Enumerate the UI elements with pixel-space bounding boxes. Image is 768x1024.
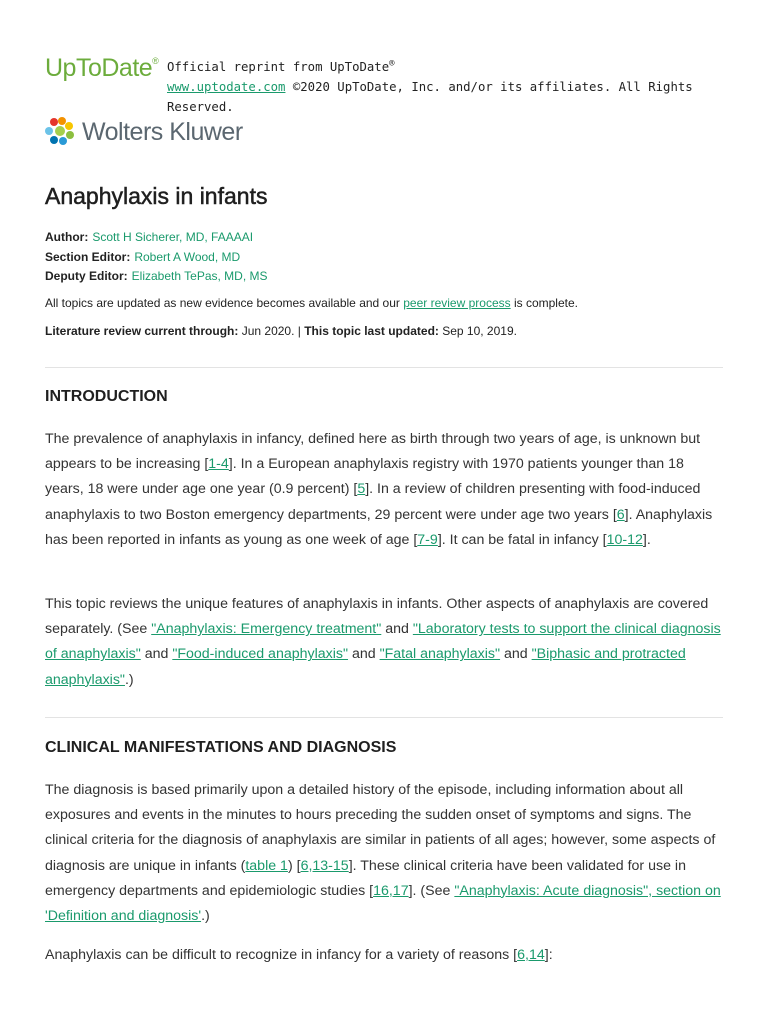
page-title: Anaphylaxis in infants — [45, 183, 268, 209]
topic-link[interactable]: "Food-induced anaphylaxis" — [172, 646, 349, 663]
intro-paragraph-1: The prevalence of anaphylaxis in infancy, defined here as birth through two years of age, is unknown but appears to be increasing [1-4]. In a European anaphylaxis registry with 1970 patients younger than 18 years, 18 were under age one year (0.9 percent) [5]. In a review of children presenting with food-induced anaphylaxis to two Boston emergency departments, 29 percent were under age two years [6]. Anaphylaxis has been reported in infants as young as one week of age [7-9]. It can be fatal in infancy [10-12]. — [45, 431, 713, 548]
topic-link[interactable]: "Anaphylaxis: Acute diagnosis", section on 'Definition and diagnosis' — [45, 882, 721, 925]
deputy-editor-link[interactable]: Elizabeth TePas, MD, MS — [131, 269, 268, 283]
section-heading-introduction: INTRODUCTION — [45, 388, 168, 405]
reference-link[interactable]: 6,14 — [517, 947, 545, 963]
table-link[interactable]: table 1 — [245, 857, 288, 874]
reprint-notice: Official reprint from UpToDate® www.uptodate.com ©2020 UpToDate, Inc. and/or its affiliates. All Rights Reserved. — [167, 59, 693, 115]
publisher-name: Wolters Kluwer — [82, 118, 243, 146]
section-editor-row: Section Editor: Robert A Wood, MD — [45, 249, 241, 264]
copyright-text: ©2020 UpToDate, Inc. and/or its affiliates. All Rights Reserved. — [167, 80, 693, 115]
reference-link[interactable]: 5 — [357, 481, 366, 498]
author-row: Author: Scott H Sicherer, MD, FAAAAI — [45, 230, 254, 244]
uptodate-site-link[interactable]: www.uptodate.com — [167, 80, 286, 95]
reference-link[interactable]: 1-4 — [208, 456, 229, 473]
update-note: All topics are updated as new evidence becomes available and our peer review process is complete. — [45, 296, 578, 310]
reference-link[interactable]: 6 — [616, 506, 625, 523]
uptodate-logo: UpToDate® — [45, 54, 159, 82]
reference-link[interactable]: 10-12 — [606, 531, 643, 548]
reference-link[interactable]: 7-9 — [417, 531, 438, 548]
review-dates: Literature review current through: Jun 2020. | This topic last updated: Sep 10, 2019. — [45, 324, 517, 338]
section-heading-clinical-manifestations: CLINICAL MANIFESTATIONS AND DIAGNOSIS — [45, 739, 397, 756]
reprint-header — [45, 52, 735, 115]
topic-link[interactable]: "Anaphylaxis: Emergency treatment" — [151, 621, 382, 638]
wolters-kluwer-mark-icon — [45, 116, 75, 146]
topic-link[interactable]: "Laboratory tests to support the clinical diagnosis of anaphylaxis" — [45, 621, 721, 663]
divider — [45, 367, 723, 368]
author-link[interactable]: Scott H Sicherer, MD, FAAAAI — [92, 230, 254, 244]
divider — [45, 717, 723, 718]
clinical-paragraph-1: The diagnosis is based primarily upon a detailed history of the episode, including information about all exposures and events in the minutes to hours preceding the sudden onset of symptoms and signs. The clinical criteria for the diagnosis of anaphylaxis are similar in patients of all ages; however, some aspects of diagnosis are unique in infants (table 1) [6,13-15]. These clinical criteria have been validated for use in emergency departments and epidemiologic studies [16,17]. (See "Anaphylaxis: Acute diagnosis", section on 'Definition and diagnosis'.) — [45, 782, 721, 925]
topic-link[interactable]: "Fatal anaphylaxis" — [379, 646, 501, 663]
deputy-editor-row: Deputy Editor: Elizabeth TePas, MD, MS — [45, 269, 268, 283]
author-list — [45, 228, 268, 287]
topic-link[interactable]: "Biphasic and protracted anaphylaxis" — [45, 646, 686, 688]
peer-review-link[interactable]: peer review process — [403, 296, 511, 310]
reference-link[interactable]: 6,13-15 — [300, 857, 349, 874]
section-editor-link[interactable]: Robert A Wood, MD — [134, 249, 241, 264]
intro-paragraph-2: This topic reviews the unique features of anaphylaxis in infants. Other aspects of anaphylaxis are covered separately. (See "Anaphylaxis: Emergency treatment" and "Laboratory tests to support the clinical diagnosis of anaphylaxis" and "Food-induced anaphylaxis" and "Fatal anaphylaxis" and "Biphasic and protracted anaphylaxis".) — [45, 596, 721, 688]
reference-link[interactable]: 16,17 — [373, 882, 409, 899]
clinical-paragraph-2: Anaphylaxis can be difficult to recognize in infancy for a variety of reasons [6,14]: — [45, 947, 553, 963]
